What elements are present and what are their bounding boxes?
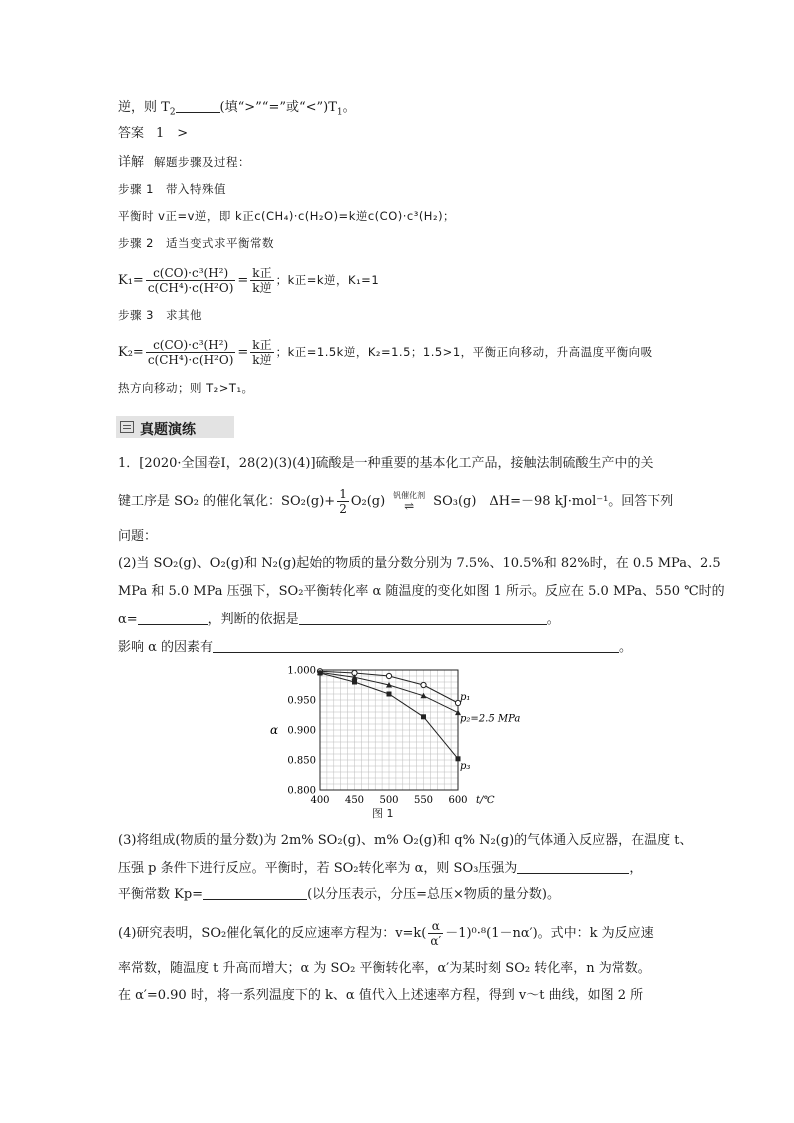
- series-label: p₂=2.5 MPa: [460, 713, 521, 725]
- step1-equation: 平衡时 v正=v逆，即 k正c(CH₄)·c(H₂O)=k逆c(CO)·c³(H₂)；: [118, 209, 456, 223]
- q1-p2-line3: α= ，判断的依据是 。: [118, 612, 560, 627]
- q1-p3-line1: (3)将组成(物质的量分数)为 2m% SO₂(g)、m% O₂(g)和 q% N₂(g)的气体通入反应器，在温度 t、: [118, 833, 693, 848]
- y-tick-label: 0.800: [287, 785, 316, 797]
- data-point-square: [352, 680, 357, 685]
- step3-label: 步骤 3 求其他: [118, 308, 202, 322]
- series-label: p₁: [460, 692, 471, 703]
- y-axis-label: α: [270, 723, 279, 737]
- q1-p4-line1: (4)研究表明，SO₂催化氧化的反应速率方程为：v=k( $\frac{\alpha}{\alpha'}$ －1)⁰·⁸(1－nα′)。式中：k 为反应速: [118, 919, 654, 948]
- x-tick-label: 500: [379, 795, 399, 805]
- y-tick-label: 1.000: [287, 665, 316, 677]
- step2-label: 步骤 2 适当变式求平衡常数: [118, 236, 274, 250]
- q1-line1: 1．[2020·全国卷Ⅰ，28(2)(3)(4)]硫酸是一种重要的基本化工产品，接触法制硫酸生产中的关: [118, 456, 654, 471]
- catalyst-label: 钒催化剂: [393, 491, 426, 500]
- data-point-circle: [386, 673, 391, 678]
- y-tick-label: 0.900: [287, 725, 316, 737]
- y-tick-label: 0.850: [287, 755, 316, 767]
- x-tick-label: 550: [413, 795, 434, 805]
- q1-p2-line2: MPa 和 5.0 MPa 压强下，SO₂平衡转化率 α 随温度的变化如图 1 所示。反应在 5.0 MPa、550 ℃时的: [118, 584, 725, 599]
- k1-expression: K₁= $\frac{\text{c(CO)·c³(H²)}}{\text{c(CH⁴)·c(H²O)}}$ = $\frac{\text{k正}}{\text{k逆}}$ ；k正=k逆，K₁=1: [118, 266, 380, 295]
- q1-p3-line2: 压强 p 条件下进行反应。平衡时，若 SO₂转化率为 α，则 SO₃压强为 ，: [118, 861, 643, 876]
- data-point-square: [387, 692, 392, 697]
- q1-line3: 问题：: [118, 529, 158, 544]
- step1-label: 步骤 1 带入特殊值: [118, 182, 226, 196]
- q1-p2-line1: (2)当 SO₂(g)、O₂(g)和 N₂(g)起始的物质的量分数分别为 7.5%、10.5%和 82%时，在 0.5 MPa、2.5: [118, 556, 721, 571]
- k2-conclusion: 热方向移动；则 T₂>T₁。: [118, 381, 254, 395]
- x-tick-label: 450: [344, 795, 365, 805]
- prev-question-tail: 逆，则 $T_2$ (填“>”“=”或“$<”)T_1$。: [118, 100, 356, 118]
- answer-line: 答案 1 >: [118, 126, 189, 141]
- section-list-icon: [120, 421, 134, 433]
- data-point-square: [421, 714, 426, 719]
- x-axis-label: t/℃: [476, 795, 495, 805]
- figure-1-chart: [262, 660, 542, 805]
- data-point-circle: [421, 682, 426, 687]
- section-title: 真题演练: [140, 422, 196, 438]
- y-tick-label: 0.950: [287, 695, 316, 707]
- q1-p4-line2: 率常数，随温度 t 升高而增大；α 为 SO₂ 平衡转化率，α′为某时刻 SO₂ 转化率，n 为常数。: [118, 961, 651, 976]
- q1-p4-line3: 在 α′=0.90 时，将一系列温度下的 k、α 值代入上述速率方程，得到 v～t 曲线，如图 2 所: [118, 988, 644, 1003]
- detail-line: 详解 解题步骤及过程：: [118, 155, 251, 170]
- data-point-square: [318, 671, 323, 676]
- q1-equation: 键工序是 SO₂ 的催化氧化：SO₂(g)+ $\frac{1}{2}$ O₂(g) 钒催化剂 ⇌ SO₃(g) ΔH=－98 kJ·mol⁻¹。回答下列: [118, 487, 674, 516]
- series-label: p₃: [460, 760, 471, 772]
- figure-caption: 图 1: [372, 807, 394, 820]
- q1-p2-line4: 影响 α 的因素有 。: [118, 640, 633, 655]
- equilibrium-arrow-icon: ⇌: [404, 499, 415, 513]
- x-tick-label: 400: [310, 795, 330, 805]
- k2-expression: K₂= $\frac{\text{c(CO)·c³(H²)}}{\text{c(CH⁴)·c(H²O)}}$ = $\frac{\text{k正}}{\text{k逆}}$ ；k正=1.5k逆，K₂=1.5；1.5>1，平衡正向移动，升高温度平衡向吸: [118, 338, 653, 367]
- q1-p3-line3: 平衡常数 Kp= (以分压表示，分压=总压×物质的量分数)。: [118, 887, 560, 902]
- x-tick-label: 600: [448, 795, 468, 805]
